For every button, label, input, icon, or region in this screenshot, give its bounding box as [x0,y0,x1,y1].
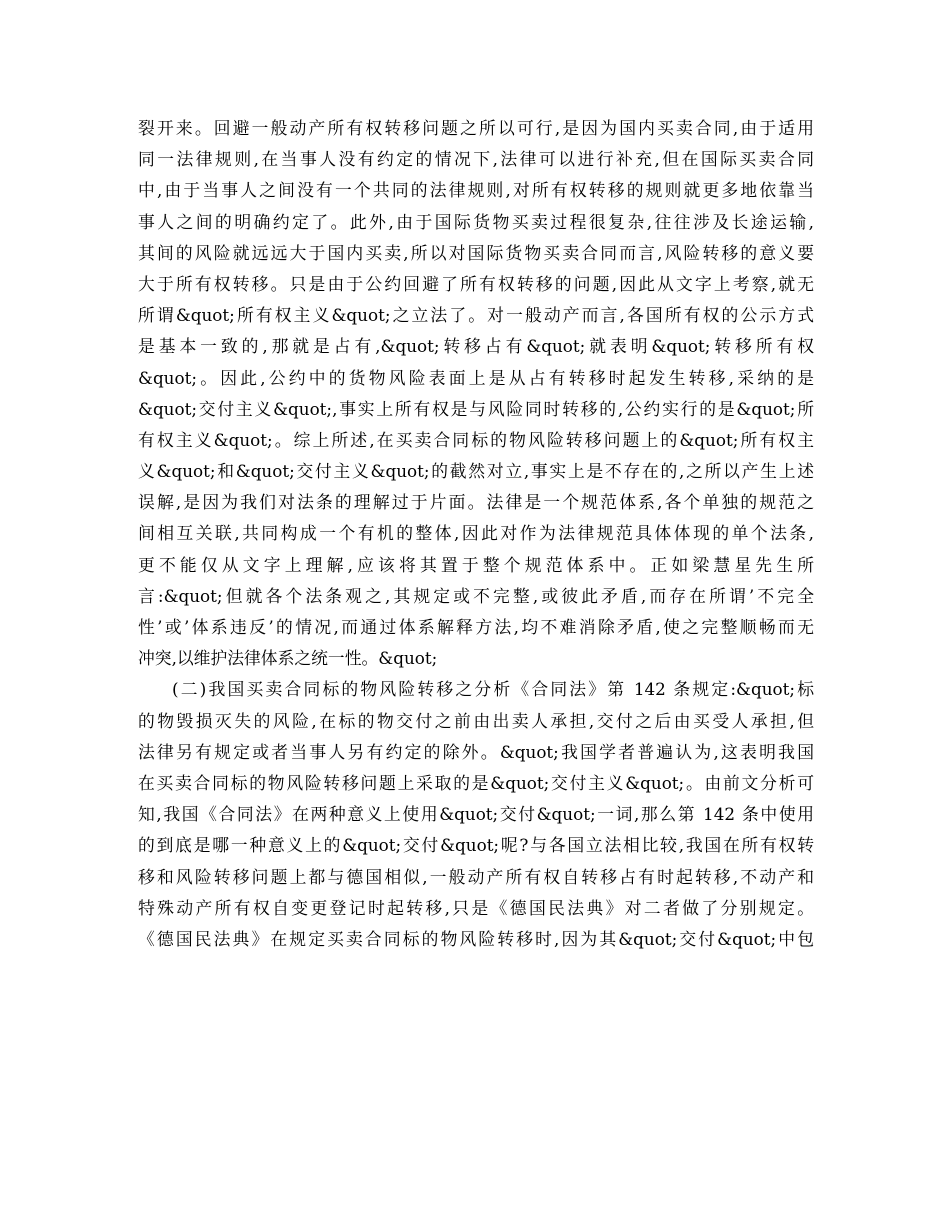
text-line: 义&quot;和&quot;交付主义&quot;的截然对立,事实上是不存在的,之所以产生上述 [138,461,814,482]
paragraph-1 [138,113,814,674]
text-line: 知,我国《合同法》在两种意义上使用&quot;交付&quot;一词,那么第 142 条中使用 [138,804,814,825]
text-line: 其间的风险就远远大于国内买卖,所以对国际货物买卖合同而言,风险转移的意义要 [138,242,814,263]
text-line: 有权主义&quot;。综上所述,在买卖合同标的物风险转移问题上的&quot;所有权主 [138,429,814,450]
text-line: 在买卖合同标的物风险转移问题上采取的是&quot;交付主义&quot;。由前文分析可 [138,772,814,793]
document-body [138,113,814,955]
text-line: &quot;。因此,公约中的货物风险表面上是从占有转移时起发生转移,采纳的是 [138,367,814,388]
text-line: 冲突,以维护法律体系之统一性。&quot; [138,648,438,669]
text-line: 的物毁损灭失的风险,在标的物交付之前由出卖人承担,交付之后由买受人承担,但 [138,710,814,731]
text-line: 所谓&quot;所有权主义&quot;之立法了。对一般动产而言,各国所有权的公示方式 [138,305,814,326]
text-line: (二)我国买卖合同标的物风险转移之分析《合同法》第 142 条规定:&quot;标 [172,679,814,700]
text-line: 裂开来。回避一般动产所有权转移问题之所以可行,是因为国内买卖合同,由于适用 [138,118,814,138]
text-line: 误解,是因为我们对法条的理解过于片面。法律是一个规范体系,各个单独的规范之 [138,492,814,513]
text-line: 中,由于当事人之间没有一个共同的法律规则,对所有权转移的规则就更多地依靠当 [138,180,814,201]
text-line: 特殊动产所有权自变更登记时起转移,只是《德国民法典》对二者做了分别规定。 [138,897,814,918]
text-line: 事人之间的明确约定了。此外,由于国际货物买卖过程很复杂,往往涉及长途运输, [138,211,814,232]
text-line: 间相互关联,共同构成一个有机的整体,因此对作为法律规范具体体现的单个法条, [138,523,814,544]
text-line: 更不能仅从文字上理解,应该将其置于整个规范体系中。正如梁慧星先生所 [138,554,814,575]
text-line: 移和风险转移问题上都与德国相似,一般动产所有权自转移占有时起转移,不动产和 [138,866,814,887]
text-line: 同一法律规则,在当事人没有约定的情况下,法律可以进行补充,但在国际买卖合同 [138,149,814,170]
text-line: 是基本一致的,那就是占有,&quot;转移占有&quot;就表明&quot;转移所有权 [138,336,814,357]
text-line: 言:&quot;但就各个法条观之,其规定或不完整,或彼此矛盾,而存在所谓’不完全 [138,585,814,606]
text-line: 大于所有权转移。只是由于公约回避了所有权转移的问题,因此从文字上考察,就无 [138,273,814,294]
text-line: 《德国民法典》在规定买卖合同标的物风险转移时,因为其&quot;交付&quot;中包 [138,928,814,949]
text-line: &quot;交付主义&quot;,事实上所有权是与风险同时转移的,公约实行的是&quot;所 [138,398,814,419]
paragraph-2 [138,674,814,955]
text-line: 的到底是哪一种意义上的&quot;交付&quot;呢?与各国立法相比较,我国在所有权转 [138,835,814,856]
text-line: 性’或’体系违反’的情况,而通过体系解释方法,均不难消除矛盾,使之完整顺畅而无 [138,617,814,637]
text-line: 法律另有规定或者当事人另有约定的除外。&quot;我国学者普遍认为,这表明我国 [138,741,814,762]
